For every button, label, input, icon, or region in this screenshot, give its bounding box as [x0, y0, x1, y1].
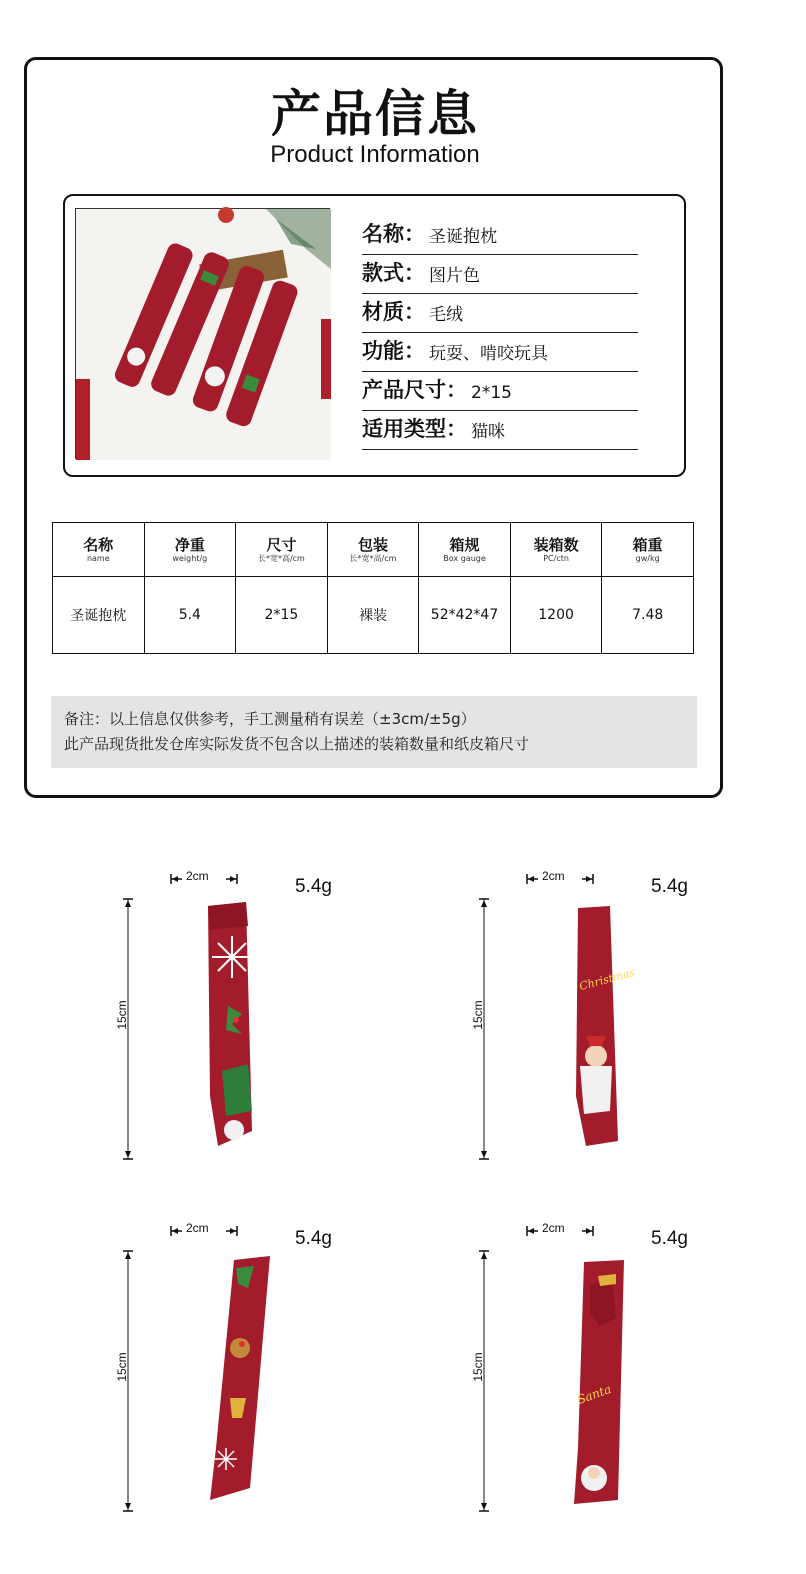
spec-value: 玩耍、啃咬玩具	[429, 344, 548, 364]
spec-list	[362, 216, 638, 450]
table-row	[53, 577, 694, 654]
note-line: 此产品现货批发仓库实际发货不包含以上描述的装箱数量和纸皮箱尺寸	[64, 735, 530, 753]
weight-label: 5.4g	[651, 1228, 688, 1249]
weight-label: 5.4g	[295, 876, 332, 897]
table-cell: 5.4	[144, 577, 236, 654]
packing-table	[52, 522, 694, 654]
product-cell-1	[115, 868, 450, 1198]
toy-print-text: Christmas	[577, 965, 637, 994]
table-header: 尺寸 长*宽*高/cm	[236, 523, 328, 577]
length-label: 15cm	[115, 1000, 129, 1030]
spec-row-style	[362, 255, 638, 294]
note-line: 备注：以上信息仅供参考，手工测量稍有误差（±3cm/±5g）	[64, 710, 476, 728]
table-cell: 2*15	[236, 577, 328, 654]
table-cell: 1200	[510, 577, 602, 654]
table-cell: 圣诞抱枕	[53, 577, 145, 654]
page-subtitle: Product Information	[270, 141, 480, 168]
spec-value: 圣诞抱枕	[429, 227, 497, 247]
table-cell: 裸装	[327, 577, 419, 654]
width-label: 2cm	[542, 869, 565, 883]
stocking-santa-print-icon	[506, 1248, 626, 1508]
santa-print-icon	[506, 896, 637, 1156]
spec-row-name	[362, 216, 638, 255]
weight-label: 5.4g	[295, 1228, 332, 1249]
table-header: 箱重 gw/kg	[602, 523, 694, 577]
snowflake-holly-print-icon	[150, 896, 270, 1156]
width-label: 2cm	[186, 869, 209, 883]
table-header: 箱规 Box gauge	[419, 523, 511, 577]
length-label: 15cm	[471, 1000, 485, 1030]
product-cell-3	[115, 1220, 450, 1550]
length-label: 15cm	[471, 1352, 485, 1382]
spec-value: 2*15	[471, 383, 512, 403]
spec-key: 产品尺寸：	[362, 378, 467, 402]
table-header: 名称 name	[53, 523, 145, 577]
product-photo	[75, 208, 330, 459]
spec-value: 毛绒	[429, 305, 463, 325]
table-header-row	[53, 523, 694, 577]
product-cell-4	[471, 1220, 806, 1550]
weight-label: 5.4g	[651, 876, 688, 897]
note-box	[51, 696, 697, 768]
page-title: 产品信息	[271, 85, 479, 143]
table-header: 装箱数 PC/ctn	[510, 523, 602, 577]
table-header: 包装 长*宽*高/cm	[327, 523, 419, 577]
toy-print-text: Santa	[575, 1381, 614, 1407]
reindeer-print-icon	[150, 1248, 270, 1508]
spec-row-material	[362, 294, 638, 333]
table-header: 净重 weight/g	[144, 523, 236, 577]
product-cell-2	[471, 868, 806, 1198]
spec-value: 猫咪	[471, 422, 505, 442]
width-label: 2cm	[542, 1221, 565, 1235]
table-cell: 7.48	[602, 577, 694, 654]
spec-row-target	[362, 411, 638, 450]
spec-key: 材质：	[362, 300, 425, 324]
width-label: 2cm	[186, 1221, 209, 1235]
spec-key: 名称：	[362, 222, 425, 246]
spec-value: 图片色	[429, 266, 480, 286]
spec-key: 款式：	[362, 261, 425, 285]
spec-key: 适用类型：	[362, 417, 467, 441]
spec-row-size	[362, 372, 638, 411]
length-label: 15cm	[115, 1352, 129, 1382]
spec-row-function	[362, 333, 638, 372]
table-cell: 52*42*47	[419, 577, 511, 654]
spec-key: 功能：	[362, 339, 425, 363]
